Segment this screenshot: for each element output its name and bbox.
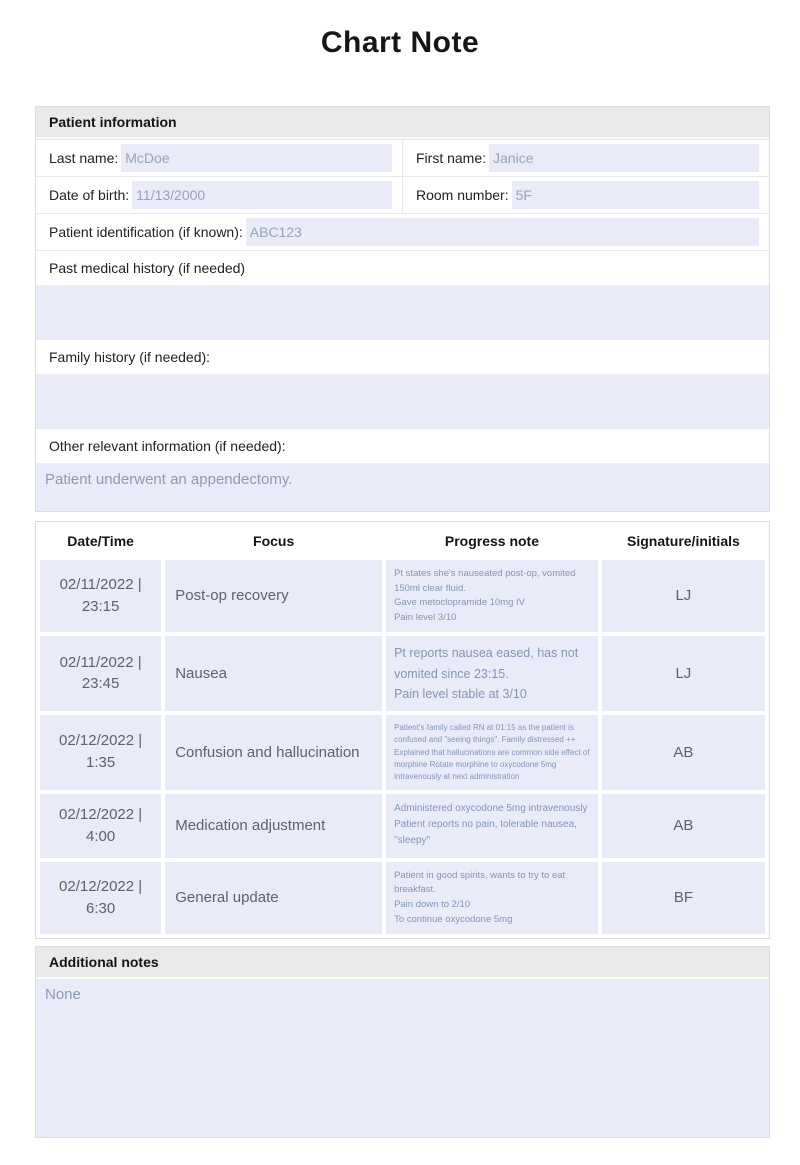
- first-name-field: [403, 140, 769, 176]
- note-line: Administered oxycodone 5mg intravenously: [394, 802, 588, 814]
- time-text: 6:30: [86, 899, 116, 917]
- signature-cell[interactable]: AB: [602, 715, 765, 790]
- signature-cell[interactable]: LJ: [602, 636, 765, 711]
- time-text: 23:15: [81, 597, 120, 615]
- table-row: [40, 715, 765, 790]
- progress-note-cell[interactable]: [386, 794, 598, 858]
- room-number-field: [403, 177, 769, 213]
- family-history-label: Family history (if needed):: [36, 339, 769, 374]
- focus-cell[interactable]: Nausea: [165, 636, 382, 711]
- progress-notes-table-section: [35, 521, 770, 939]
- family-history-textarea[interactable]: [36, 374, 769, 428]
- table-row: [40, 794, 765, 858]
- document-body: [35, 106, 770, 1138]
- room-col: [402, 177, 769, 213]
- patient-id-field: [36, 214, 769, 250]
- time-text: 23:45: [81, 675, 120, 693]
- date-of-birth-field: [36, 177, 402, 213]
- page-title: Chart Note: [320, 26, 480, 59]
- last-name-col: [36, 140, 402, 176]
- note-line: Pain level 3/10: [394, 612, 457, 624]
- first-name-label: First name:: [416, 150, 487, 166]
- progress-note-cell[interactable]: [386, 862, 598, 934]
- note-line: Patient reports no pain, tolerable nausea, "sleepy": [394, 818, 577, 846]
- date-time-cell[interactable]: [40, 560, 161, 632]
- past-medical-history-label: Past medical history (if needed): [36, 250, 769, 285]
- note-line: Patient's family called RN at 01:15 as the patient is confused and "seeing things". Family distressed ++: [394, 722, 576, 745]
- progress-notes-table: [36, 522, 769, 938]
- patient-id-input[interactable]: ABC123: [246, 218, 759, 246]
- note-line: Pain down to 2/10: [394, 899, 471, 911]
- signature-cell[interactable]: LJ: [602, 560, 765, 632]
- dob-col: [36, 177, 402, 213]
- progress-note-cell[interactable]: [386, 715, 598, 790]
- date-text: 02/11/2022 |: [59, 576, 142, 594]
- date-text: 02/12/2022 |: [59, 877, 143, 895]
- signature-cell[interactable]: AB: [602, 794, 765, 858]
- past-medical-history-textarea[interactable]: [36, 285, 769, 339]
- room-number-input[interactable]: 5F: [512, 181, 759, 209]
- table-row: [40, 560, 765, 632]
- last-name-input[interactable]: McDoe: [121, 144, 392, 172]
- progress-note-cell[interactable]: [386, 636, 598, 711]
- note-line: Pt states she's nauseated post-op, vomited 150ml clear fluid.: [394, 568, 576, 594]
- signature-cell[interactable]: BF: [602, 862, 765, 934]
- additional-notes-textarea[interactable]: None: [36, 979, 769, 1137]
- col-header-date-time: Date/Time: [40, 526, 161, 556]
- focus-cell[interactable]: Confusion and hallucination: [165, 715, 382, 790]
- table-row: [40, 862, 765, 934]
- date-time-cell[interactable]: [40, 862, 161, 934]
- last-name-field: [36, 140, 402, 176]
- patient-id-label: Patient identification (if known):: [49, 224, 243, 240]
- table-row: [40, 636, 765, 711]
- date-of-birth-label: Date of birth:: [49, 187, 130, 203]
- room-number-label: Room number:: [416, 187, 509, 203]
- time-text: 4:00: [86, 827, 116, 845]
- patient-information-section: [35, 106, 770, 512]
- patient-id-row: [36, 213, 769, 250]
- first-name-col: [402, 140, 769, 176]
- date-of-birth-input[interactable]: 11/13/2000: [132, 181, 392, 209]
- note-line: Pain level stable at 3/10: [394, 687, 527, 702]
- date-time-cell[interactable]: [40, 794, 161, 858]
- dob-room-row: [36, 176, 769, 213]
- last-name-label: Last name:: [49, 150, 119, 166]
- date-time-cell[interactable]: [40, 636, 161, 711]
- date-text: 02/12/2022 |: [59, 805, 143, 823]
- patient-information-header: Patient information: [36, 107, 769, 139]
- note-line: Explained that hallucinations are common side effect of morphine Rotate morphine to oxycodone 5mg intravenously at next administration: [394, 747, 590, 782]
- focus-cell[interactable]: Post-op recovery: [165, 560, 382, 632]
- note-line: Gave metoclopramide 10mg IV: [394, 597, 526, 609]
- other-info-textarea[interactable]: Patient underwent an appendectomy.: [36, 463, 769, 511]
- name-row: [36, 139, 769, 176]
- col-header-signature: Signature/initials: [602, 526, 765, 556]
- focus-cell[interactable]: General update: [165, 862, 382, 934]
- note-line: Pt reports nausea eased, has not vomited since 23:15.: [394, 645, 579, 681]
- col-header-progress-note: Progress note: [386, 526, 598, 556]
- date-text: 02/12/2022 |: [59, 732, 143, 750]
- first-name-input[interactable]: Janice: [489, 144, 759, 172]
- date-text: 02/11/2022 |: [59, 653, 142, 671]
- note-line: To continue oxycodone 5mg: [394, 913, 513, 925]
- progress-note-cell[interactable]: [386, 560, 598, 632]
- note-line: Patient in good spirits, wants to try to eat breakfast.: [394, 869, 566, 896]
- focus-cell[interactable]: Medication adjustment: [165, 794, 382, 858]
- time-text: 1:35: [86, 754, 116, 772]
- additional-notes-header: Additional notes: [36, 947, 769, 979]
- additional-notes-section: [35, 946, 770, 1138]
- table-header-row: [40, 526, 765, 556]
- other-info-label: Other relevant information (if needed):: [36, 428, 769, 463]
- col-header-focus: Focus: [165, 526, 382, 556]
- date-time-cell[interactable]: [40, 715, 161, 790]
